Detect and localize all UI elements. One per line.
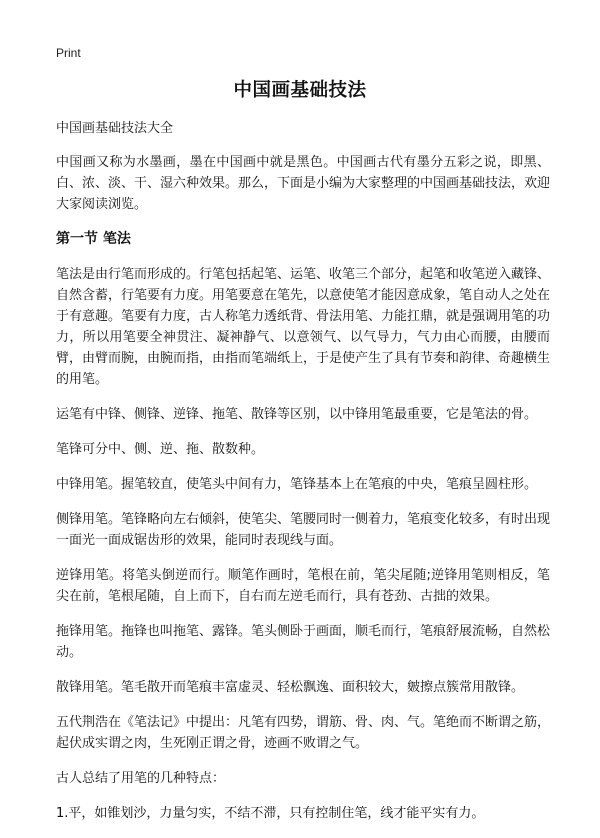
article-body: [56, 118, 550, 838]
paragraph: 拖锋用笔。拖锋也叫拖笔、露锋。笔头侧卧于画面，顺毛而行，笔痕舒展流畅，自然松动。: [56, 624, 551, 660]
paragraph: 古人总结了用笔的几种特点：: [56, 771, 226, 786]
paragraph: 侧锋用笔。笔锋略向左右倾斜，使笔尖、笔腰同时一侧着力，笔痕变化较多，有时出现一面光一面成锯齿形的效果，能同时表现线与面。: [56, 512, 551, 548]
paragraph: 散锋用笔。笔毛散开而笔痕丰富虚灵、轻松飘逸、面积较大，皴擦点簇常用散锋。: [56, 680, 525, 695]
page-title: 中国画基础技法: [233, 80, 367, 101]
paragraph: 运笔有中锋、侧锋、逆锋、拖笔、散锋等区别，以中锋用笔最重要，它是笔法的骨。: [56, 407, 538, 422]
intro-paragraph: 中国画又称为水墨画，墨在中国画中就是黑色。中国画古代有墨分五彩之说，即黑、白、浓、淡、干、湿六种效果。那么，下面是小编为大家整理的中国画基础技法，欢迎大家阅读浏览。: [56, 155, 551, 212]
section-heading: 第一节 笔法: [56, 231, 131, 247]
paragraph: 笔锋可分中、侧、逆、拖、散数种。: [56, 442, 265, 457]
paragraph: 1.平，如锥划沙，力量匀实，不结不滞，只有控制住笔，线才能平实有力。: [56, 806, 485, 821]
article-subtitle: 中国画基础技法大全: [56, 121, 174, 136]
paragraph: 中锋用笔。握笔较直，使笔头中间有力，笔锋基本上在笔痕的中央，笔痕呈圆柱形。: [56, 477, 538, 492]
paragraph: 笔法是由行笔而形成的。行笔包括起笔、运笔、收笔三个部分，起笔和收笔逆入藏锋、自然含蓄，行笔要有力度。用笔要意在笔先，以意使笔才能因意成象，笔自动人之处在于有意趣。笔要有力度，古人称笔力透纸背、骨法用笔、力能扛鼎，就是强调用笔的功力，所以用笔要全神贯注、凝神静气、以意领气、以气导力，气力由心而腰，由腰而臂，由臂而腕，由腕而指，由指而笔端纸上，于是使产生了具有节奏和韵律、奇趣横生的用笔。: [56, 267, 551, 387]
print-link[interactable]: Print: [56, 46, 81, 60]
paragraph: 五代荆浩在《笔法记》中提出：凡笔有四势，谓筋、骨、肉、气。笔绝而不断谓之筋，起伏成实谓之肉，生死刚正谓之骨，迹画不败谓之气。: [56, 715, 551, 751]
paragraph: 逆锋用笔。将笔头倒逆而行。顺笔作画时，笔根在前，笔尖尾随;逆锋用笔则相反，笔尖在前，笔根尾随，自上而下，自右而左逆毛而行，具有苍劲、古拙的效果。: [56, 568, 550, 604]
